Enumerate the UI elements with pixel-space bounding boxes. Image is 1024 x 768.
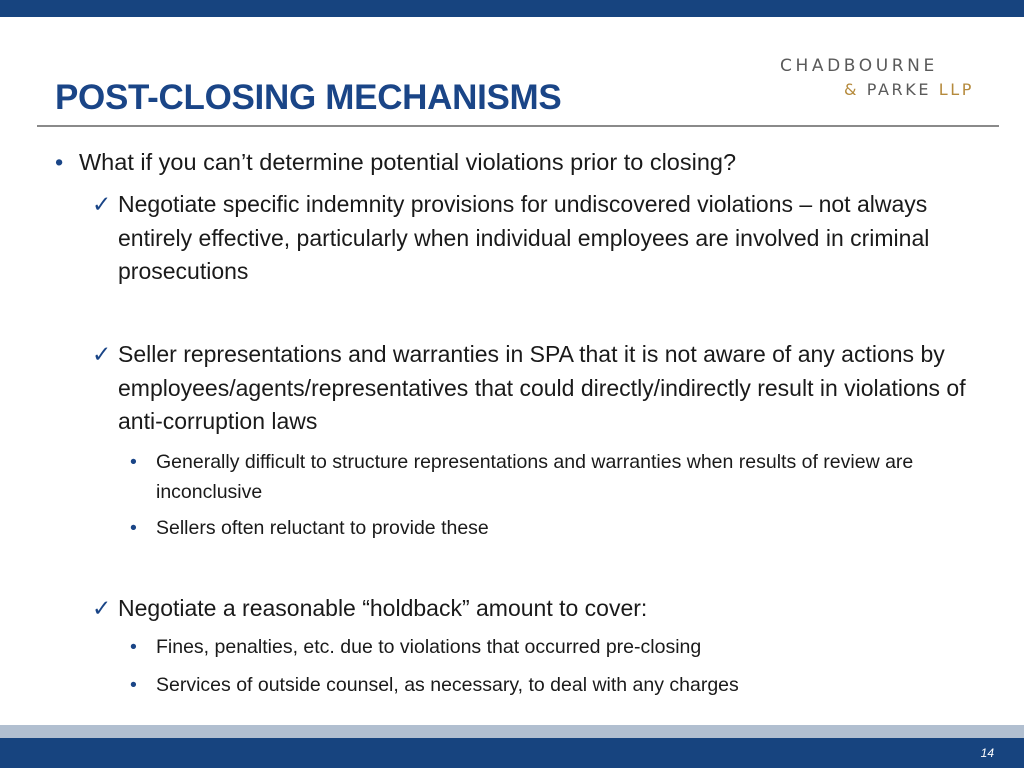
- sub-bullet-counsel: [130, 670, 1000, 700]
- slide-title: POST-CLOSING MECHANISMS: [55, 78, 562, 117]
- page-number: 14: [980, 746, 994, 760]
- sub-bullet-icon: •: [130, 636, 137, 658]
- bullet-text: What if you can’t determine potential violations prior to closing?: [79, 149, 737, 175]
- logo-chadbourne: CHADBOURNE: [780, 56, 938, 76]
- check-text: Seller representations and warranties in SPA that it is not aware of any actions by employees/agents/representatives that could directly/indirectly result in violations of anti-corruption laws: [118, 341, 966, 434]
- sub-bullet-text: Generally difficult to structure representations and warranties when results of review are inconclusive: [156, 451, 914, 503]
- check-text: Negotiate a reasonable “holdback” amount to cover:: [118, 595, 648, 621]
- footer-light-band: [0, 725, 1024, 738]
- sub-bullet-difficult: [130, 447, 1000, 507]
- checkmark-icon: ✓: [92, 341, 112, 367]
- check-text: Negotiate specific indemnity provisions for undiscovered violations – not always entirely effective, particularly when individual employees are involved in criminal prosecutions: [118, 191, 930, 284]
- sub-bullet-text: Fines, penalties, etc. due to violations that occurred pre-closing: [156, 636, 702, 658]
- sub-bullet-icon: •: [130, 674, 137, 696]
- check-item-indemnity: [92, 188, 992, 289]
- checkmark-icon: ✓: [92, 191, 112, 217]
- sub-bullet-text: Services of outside counsel, as necessary, to deal with any charges: [156, 674, 739, 696]
- sub-bullet-icon: •: [130, 451, 137, 473]
- sub-bullet-reluctant: [130, 513, 1000, 543]
- check-item-holdback: [92, 592, 992, 626]
- checkmark-icon: ✓: [92, 595, 112, 621]
- logo-ampersand: &: [844, 80, 860, 99]
- logo-llp: LLP: [938, 80, 975, 99]
- sub-bullet-icon: •: [130, 517, 137, 539]
- sub-bullet-text: Sellers often reluctant to provide these: [156, 517, 489, 539]
- logo-parke: PARKE: [866, 80, 932, 99]
- sub-bullet-fines: [130, 632, 1000, 662]
- check-item-seller-reps: [92, 338, 992, 439]
- footer-bar: [0, 738, 1024, 768]
- bullet-icon: •: [55, 149, 64, 175]
